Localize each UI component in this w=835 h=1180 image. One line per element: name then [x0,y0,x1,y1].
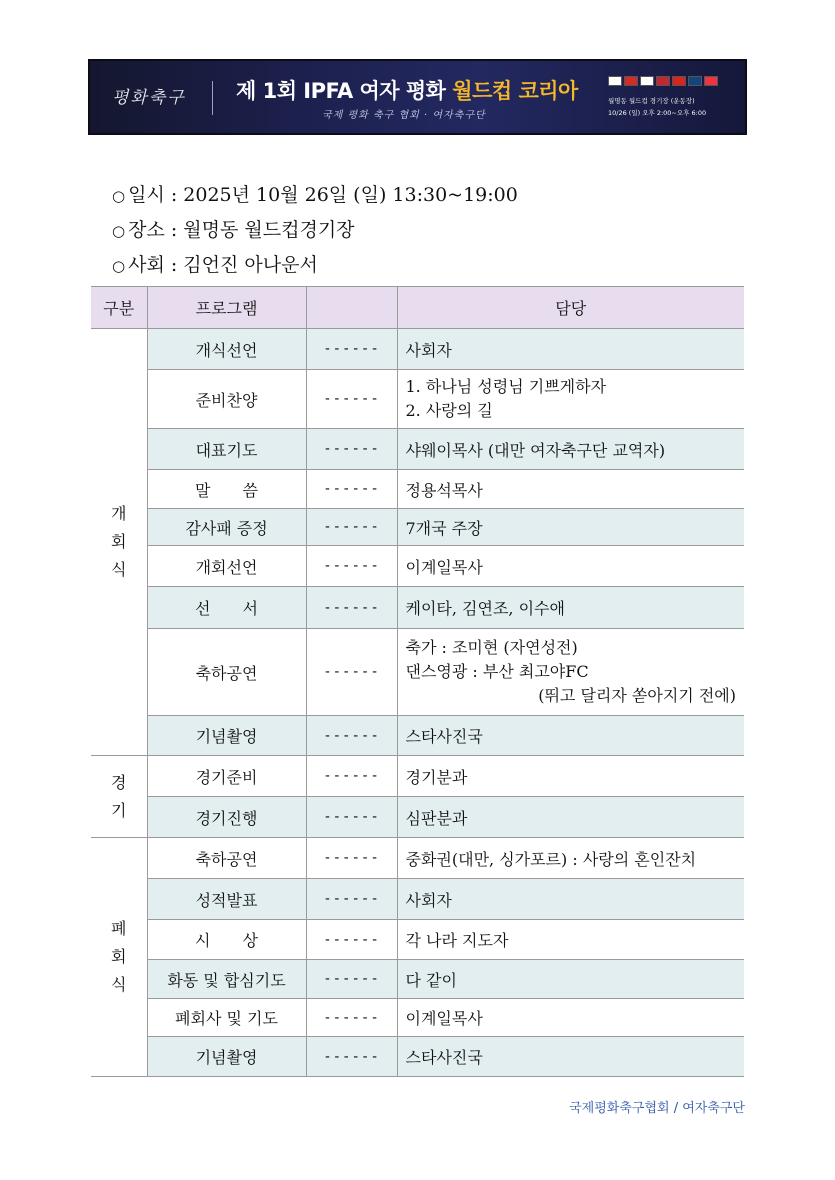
person: 각 나라 지도자 [397,920,744,960]
table-row [91,1037,744,1077]
dash: ------ [306,587,397,629]
section-closing [91,838,147,1077]
table-row [91,838,744,879]
program-name: 기념촬영 [147,1037,306,1077]
program-name: 대표기도 [147,429,306,470]
section-match-label: 경 기 [111,772,127,820]
bullet-mark: ○ [112,257,126,275]
person: 사회자 [397,329,744,370]
separator: : [164,184,184,206]
table-row [91,999,744,1037]
program-name: 축하공연 [147,838,306,879]
event-host [112,248,518,283]
date-value: 2025년 10월 26일 (일) 13:30~19:00 [183,184,518,206]
header-section: 구분 [91,287,147,329]
banner-time: 10/26 (일) 오후 2:00~오후 6:00 [608,109,707,117]
program-name: 감사패 증정 [147,509,306,546]
person: 스타사진국 [397,1037,744,1077]
dash: ------ [306,797,397,838]
table-row [91,797,744,838]
person [397,370,744,429]
japan-flag [640,76,654,86]
table-row [91,587,744,629]
section-closing-label: 폐 회 식 [111,919,127,994]
program-name: 개회선언 [147,546,306,587]
person: 경기분과 [397,756,744,797]
table-row [91,756,744,797]
vietnam-flag [672,76,686,86]
separator: : [164,254,184,276]
singapore-flag [704,76,718,86]
banner-divider [212,81,213,115]
host-value: 김언진 아나운서 [183,254,318,276]
header-program: 프로그램 [147,287,306,329]
person-line: 2. 사랑의 길 [405,401,493,420]
event-place [112,213,518,248]
section-opening [91,329,147,756]
section-opening-label: 개 회 식 [111,504,127,579]
person: 다 같이 [397,960,744,999]
table-row [91,429,744,470]
bullet-mark: ○ [112,187,126,205]
person: 스타사진국 [397,716,744,756]
dash: ------ [306,370,397,429]
table-row [91,470,744,509]
person: 중화권(대만, 싱가포르) : 사랑의 혼인잔치 [397,838,744,879]
dash: ------ [306,920,397,960]
dash: ------ [306,756,397,797]
host-label: 사회 [128,254,165,276]
dash: ------ [306,429,397,470]
table-row [91,546,744,587]
banner-event-info [608,95,706,119]
dash: ------ [306,716,397,756]
dash: ------ [306,629,397,716]
person-line: 1. 하나님 성령님 기쁘게하자 [405,377,607,396]
banner-title-highlight: 월드컵 코리아 [452,79,578,103]
person: 7개국 주장 [397,509,744,546]
table-row [91,329,744,370]
program-name: 화동 및 합심기도 [147,960,306,999]
program-name: 시 상 [147,920,306,960]
banner-title-prefix: 제 1회 IPFA 여자 평화 [236,79,453,103]
header-banner [88,59,747,135]
dash: ------ [306,999,397,1037]
date-label: 일시 [128,184,165,206]
banner-tagline: 국제 평화 축구 협회 · 여자축구단 [322,110,486,121]
header-person: 담당 [397,287,744,329]
program-name: 경기준비 [147,756,306,797]
event-date [112,178,518,213]
person-line: (뛰고 달리자 쏟아지기 전에) [538,686,736,705]
table-row [91,879,744,920]
person: 정용석목사 [397,470,744,509]
korea-flag [608,76,622,86]
place-label: 장소 [128,219,165,241]
dash: ------ [306,470,397,509]
banner-logo: 평화축구 [112,88,186,108]
program-name: 개식선언 [147,329,306,370]
program-name: 준비찬양 [147,370,306,429]
czech-flag [688,76,702,86]
table-header-row [91,287,744,329]
dash: ------ [306,879,397,920]
separator: : [164,219,184,241]
dash: ------ [306,1037,397,1077]
program-name: 축하공연 [147,629,306,716]
table-row [91,629,744,716]
dash: ------ [306,546,397,587]
program-name: 경기진행 [147,797,306,838]
table-row [91,716,744,756]
dash: ------ [306,838,397,879]
table-row [91,370,744,429]
dash: ------ [306,960,397,999]
person: 사회자 [397,879,744,920]
header-blank [306,287,397,329]
dash: ------ [306,329,397,370]
person [397,629,744,716]
program-table [91,286,744,1077]
place-value: 월명동 월드컵경기장 [183,219,355,241]
bullet-mark: ○ [112,222,126,240]
program-name: 말 씀 [147,470,306,509]
banner-flags [608,76,718,86]
program-name: 기념촬영 [147,716,306,756]
mongolia-flag [656,76,670,86]
banner-venue: 월명동 월드컵 경기장 (운동장) [608,97,695,105]
program-name: 성적발표 [147,879,306,920]
person: 심판분과 [397,797,744,838]
program-name: 폐회사 및 기도 [147,999,306,1037]
table-row [91,920,744,960]
footer-organization: 국제평화축구협회 / 여자축구단 [569,1101,745,1116]
dash: ------ [306,509,397,546]
program-name: 선 서 [147,587,306,629]
table-row [91,509,744,546]
person: 케이타, 김연조, 이수애 [397,587,744,629]
table-row [91,960,744,999]
banner-title [236,75,578,105]
person: 이계일목사 [397,999,744,1037]
taiwan-flag [624,76,638,86]
person: 이계일목사 [397,546,744,587]
person-line: 댄스영광 : 부산 최고야FC [405,662,589,681]
event-info [112,178,518,283]
person-line: 축가 : 조미현 (자연성전) [405,638,578,657]
person: 샤웨이목사 (대만 여자축구단 교역자) [397,429,744,470]
section-match [91,756,147,838]
